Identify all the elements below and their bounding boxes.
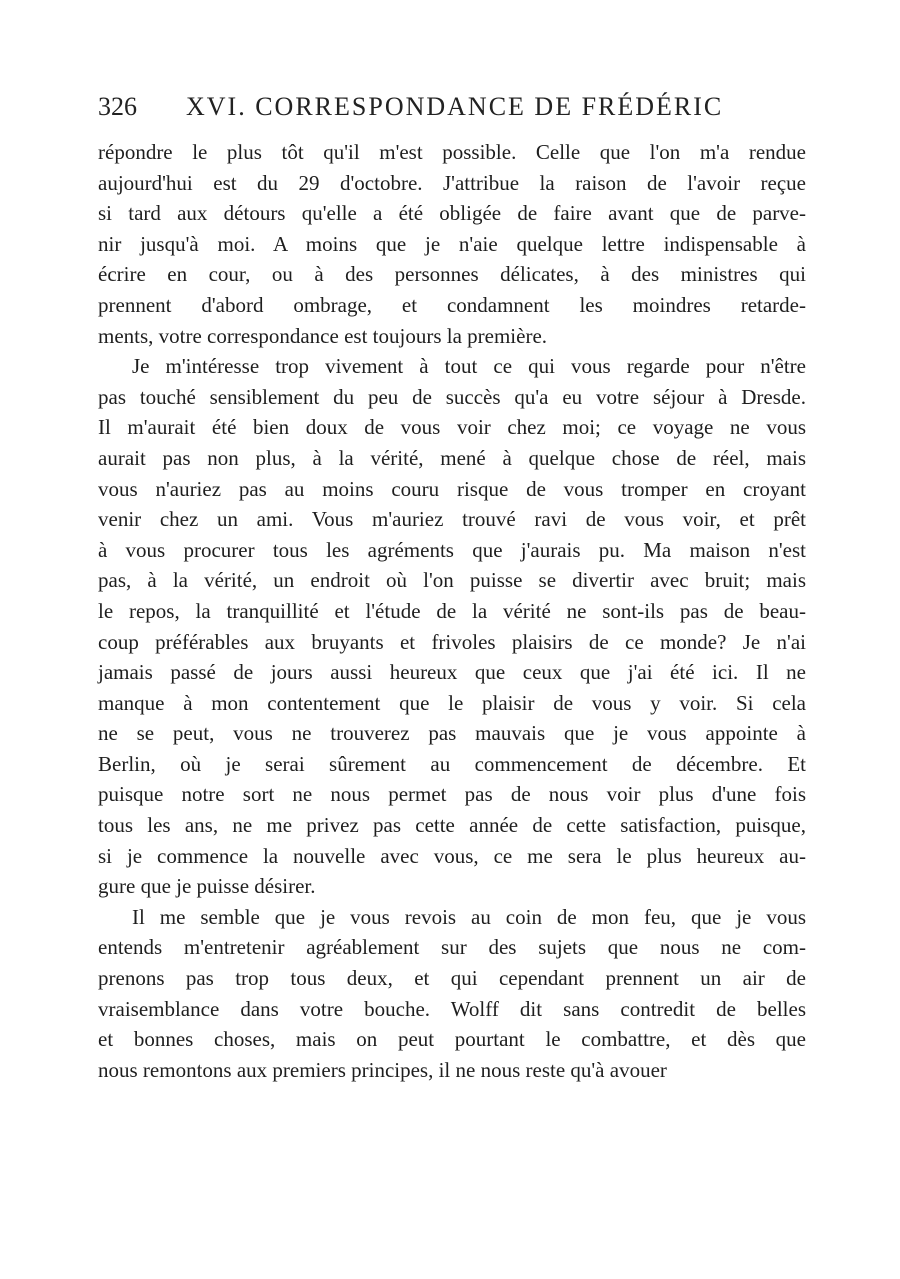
- text-line: tous les ans, ne me privez pas cette année de cette satisfaction, puisque,: [98, 813, 806, 838]
- text-line: gure que je puisse désirer.: [98, 874, 316, 899]
- running-header: [98, 92, 818, 132]
- text-line: Je m'intéresse trop vivement à tout ce qui vous regarde pour n'être: [132, 354, 806, 379]
- text-line: Il me semble que je vous revois au coin de mon feu, que je vous: [132, 904, 806, 929]
- text-line: nir jusqu'à moi. A moins que je n'aie quelque lettre indispensable à: [98, 231, 806, 256]
- text-line: entends m'entretenir agréablement sur des sujets que nous ne com-: [98, 935, 806, 960]
- text-line: aujourd'hui est du 29 d'octobre. J'attribue la raison de l'avoir reçue: [98, 170, 806, 195]
- text-line: pas touché sensiblement du peu de succès qu'a eu votre séjour à Dresde.: [98, 384, 806, 409]
- text-line: à vous procurer tous les agréments que j'aurais pu. Ma maison n'est: [98, 537, 806, 562]
- text-line: puisque notre sort ne nous permet pas de nous voir plus d'une fois: [98, 782, 806, 807]
- paragraph: [98, 137, 806, 351]
- text-line: vraisemblance dans votre bouche. Wolff dit sans contredit de belles: [98, 996, 806, 1021]
- text-line: venir chez un ami. Vous m'auriez trouvé ravi de vous voir, et prêt: [98, 507, 806, 532]
- text-line: jamais passé de jours aussi heureux que ceux que j'ai été ici. Il ne: [98, 660, 806, 685]
- text-line: coup préférables aux bruyants et frivoles plaisirs de ce monde? Je n'ai: [98, 629, 806, 654]
- text-line: prennent d'abord ombrage, et condamnent les moindres retarde-: [98, 292, 806, 317]
- text-line: ments, votre correspondance est toujours la première.: [98, 323, 548, 348]
- text-line: Il m'aurait été bien doux de vous voir chez moi; ce voyage ne vous: [98, 415, 806, 440]
- text-line: écrire en cour, ou à des personnes délicates, à des ministres qui: [98, 262, 806, 287]
- text-line: vous n'auriez pas au moins couru risque de vous tromper en croyant: [98, 476, 806, 501]
- body-text: [98, 137, 806, 1085]
- text-line: répondre le plus tôt qu'il m'est possible. Celle que l'on m'a rendue: [98, 140, 806, 164]
- text-line: le repos, la tranquillité et l'étude de la vérité ne sont-ils pas de beau-: [98, 598, 806, 623]
- running-title: XVI. CORRESPONDANCE DE FRÉDÉRIC: [186, 92, 724, 121]
- text-line: Berlin, où je serai sûrement au commencement de décembre. Et: [98, 751, 806, 776]
- text-line: prenons pas trop tous deux, et qui cependant prennent un air de: [98, 966, 806, 991]
- paragraph: [98, 351, 806, 902]
- text-line: nous remontons aux premiers principes, il ne nous reste qu'à avouer: [98, 1057, 667, 1082]
- text-line: et bonnes choses, mais on peut pourtant le combattre, et dès que: [98, 1027, 806, 1052]
- text-line: ne se peut, vous ne trouverez pas mauvais que je vous appointe à: [98, 721, 806, 746]
- paragraph: [98, 902, 806, 1086]
- text-line: si tard aux détours qu'elle a été obligée de faire avant que de parve-: [98, 201, 806, 226]
- text-line: aurait pas non plus, à la vérité, mené à quelque chose de réel, mais: [98, 445, 806, 470]
- text-line: pas, à la vérité, un endroit où l'on puisse se divertir avec bruit; mais: [98, 568, 806, 593]
- text-line: si je commence la nouvelle avec vous, ce me sera le plus heureux au-: [98, 843, 806, 868]
- page-number: 326: [98, 92, 137, 121]
- text-line: manque à mon contentement que le plaisir de vous y voir. Si cela: [98, 690, 806, 715]
